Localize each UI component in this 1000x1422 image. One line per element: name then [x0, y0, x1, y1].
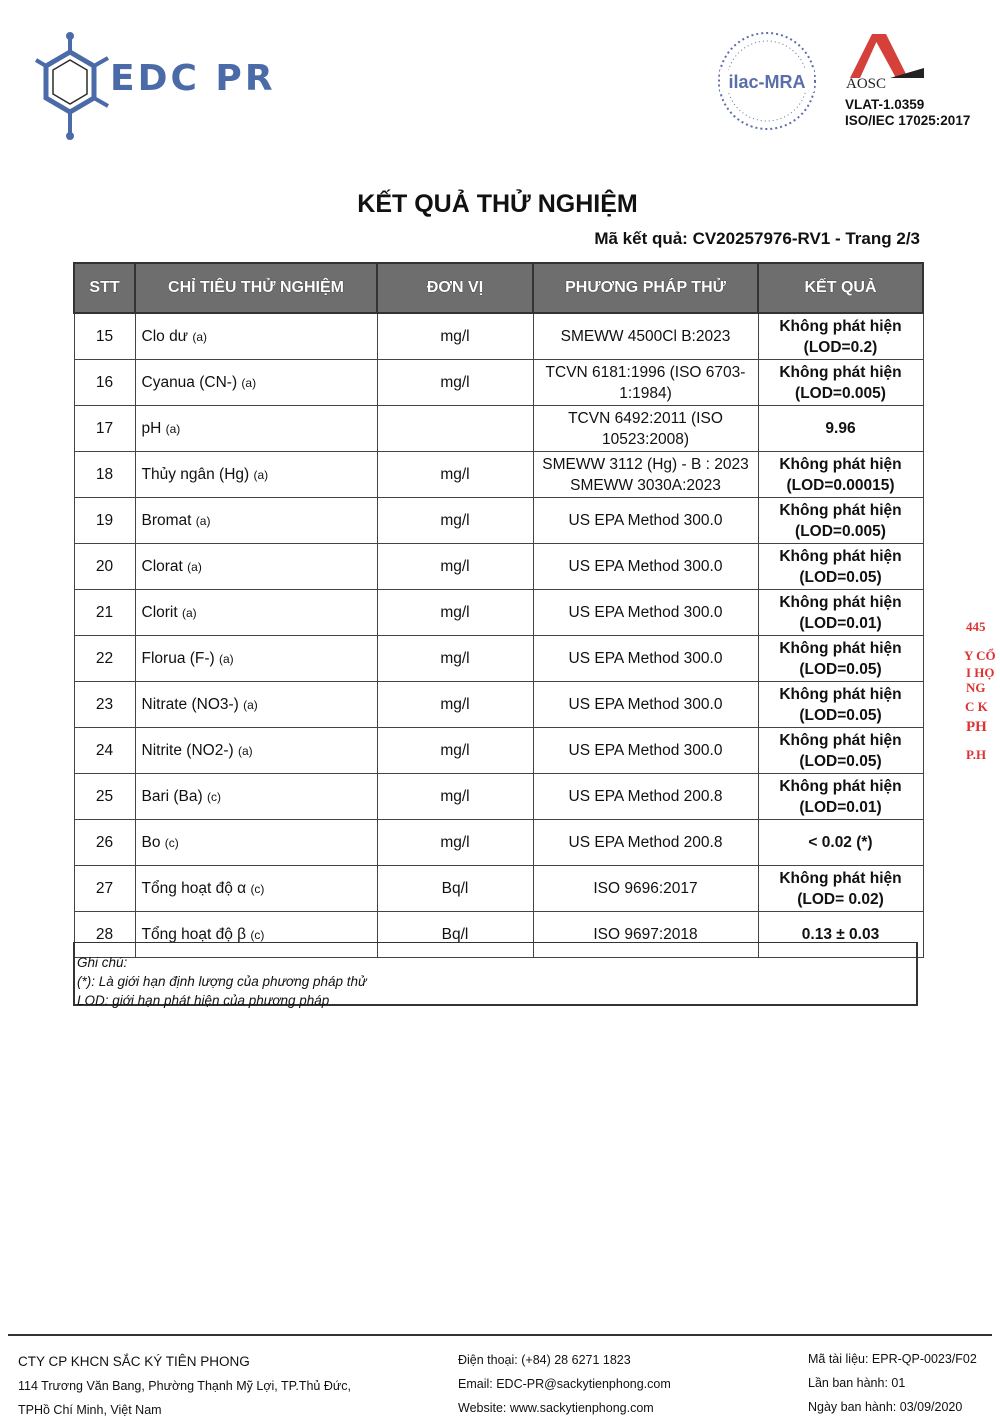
- header-stt: STT: [74, 263, 135, 313]
- test-item-name: Bromat: [141, 511, 192, 529]
- stamp-fragment: P.H: [966, 747, 987, 762]
- table-row: [74, 498, 923, 544]
- header-method: PHƯƠNG PHÁP THỬ: [533, 263, 758, 313]
- page-title: KẾT QUẢ THỬ NGHIỆM: [357, 190, 638, 218]
- note-loq: (*): Là giới hạn định lượng của phương pháp thử: [77, 974, 367, 989]
- row-unit: mg/l: [377, 360, 533, 406]
- row-result: Không phát hiện (LOD=0.2): [758, 313, 923, 360]
- table-row: [74, 590, 923, 636]
- row-test-item: [135, 452, 377, 498]
- row-method: US EPA Method 300.0: [533, 728, 758, 774]
- row-unit: mg/l: [377, 313, 533, 360]
- ilac-mra-seal: [716, 30, 818, 132]
- test-item-note: (c): [164, 835, 179, 850]
- phone-text: Điện thoại: (+84) 28 6271 1823: [458, 1353, 631, 1367]
- row-result: Không phát hiện (LOD=0.01): [758, 774, 923, 820]
- email-text: Email: EDC-PR@sackytienphong.com: [458, 1377, 671, 1391]
- test-item-name: Cyanua (CN-): [141, 373, 238, 391]
- stamp-fragment: PH: [966, 719, 987, 735]
- row-method: US EPA Method 300.0: [533, 590, 758, 636]
- partial-stamp: [962, 616, 1000, 796]
- table-row: [74, 452, 923, 498]
- row-test-item: [135, 360, 377, 406]
- table-row: [74, 728, 923, 774]
- row-test-item: [135, 866, 377, 912]
- notes-box: [73, 942, 918, 1006]
- logo-text: EDC PR: [110, 58, 276, 99]
- row-method: SMEWW 3112 (Hg) - B : 2023 SMEWW 3030A:2023: [533, 452, 758, 498]
- company-address-line1: 114 Trương Văn Bang, Phường Thạnh Mỹ Lợi, TP.Thủ Đức,: [18, 1379, 351, 1393]
- row-result: Không phát hiện (LOD=0.01): [758, 590, 923, 636]
- header-unit: ĐƠN VỊ: [377, 263, 533, 313]
- row-result: Không phát hiện (LOD=0.005): [758, 360, 923, 406]
- row-result: Không phát hiện (LOD=0.05): [758, 682, 923, 728]
- test-item-note: (a): [241, 375, 257, 390]
- document-code: Mã tài liệu: EPR-QP-0023/F02: [808, 1352, 977, 1366]
- note-lod: LOD: giới hạn phát hiện của phương pháp: [77, 993, 330, 1008]
- stamp-fragment: C K: [965, 699, 988, 714]
- row-result: 0.13 ± 0.03: [758, 912, 923, 958]
- table-row: [74, 820, 923, 866]
- row-unit: mg/l: [377, 820, 533, 866]
- stamp-fragment: NG: [966, 680, 986, 695]
- accreditation-info: [845, 97, 970, 129]
- test-item-name: Tổng hoạt độ β: [141, 925, 247, 943]
- test-item-name: Thủy ngân (Hg): [141, 465, 250, 483]
- row-unit: mg/l: [377, 498, 533, 544]
- stamp-fragment: I HỌ: [966, 665, 995, 680]
- test-item-note: (a): [187, 559, 202, 574]
- test-item-name: Bo: [141, 833, 161, 851]
- header-test-item: CHỈ TIÊU THỬ NGHIỆM: [135, 263, 377, 313]
- row-test-item: [135, 636, 377, 682]
- row-stt: 16: [74, 360, 135, 406]
- test-item-note: (c): [206, 789, 221, 804]
- test-item-note: (a): [192, 329, 208, 344]
- row-method: US EPA Method 300.0: [533, 498, 758, 544]
- row-method: TCVN 6181:1996 (ISO 6703-1:1984): [533, 360, 758, 406]
- row-unit: Bq/l: [377, 912, 533, 958]
- issue-number: Lần ban hành: 01: [808, 1376, 906, 1390]
- test-item-name: Bari (Ba): [141, 787, 203, 805]
- row-test-item: [135, 498, 377, 544]
- test-item-name: Clo dư: [141, 327, 189, 345]
- row-unit: mg/l: [377, 774, 533, 820]
- test-item-note: (a): [253, 467, 269, 482]
- row-stt: 25: [74, 774, 135, 820]
- row-stt: 15: [74, 313, 135, 360]
- row-test-item: [135, 406, 377, 452]
- accreditation-code: VLAT-1.0359: [845, 97, 925, 112]
- row-unit: Bq/l: [377, 866, 533, 912]
- table-row: [74, 682, 923, 728]
- row-test-item: [135, 590, 377, 636]
- footer-company: [18, 1350, 351, 1422]
- row-method: SMEWW 4500Cl B:2023: [533, 313, 758, 360]
- test-item-note: (a): [243, 697, 258, 712]
- test-item-name: Tổng hoạt độ α: [141, 879, 247, 897]
- test-item-name: Clorit: [141, 603, 178, 621]
- row-result: 9.96: [758, 406, 923, 452]
- row-stt: 21: [74, 590, 135, 636]
- website-text: Website: www.sackytienphong.com: [458, 1401, 654, 1415]
- row-test-item: [135, 820, 377, 866]
- row-stt: 19: [74, 498, 135, 544]
- test-item-name: Clorat: [141, 557, 183, 575]
- row-method: US EPA Method 200.8: [533, 774, 758, 820]
- accreditation-standard: ISO/IEC 17025:2017: [845, 113, 971, 128]
- row-stt: 28: [74, 912, 135, 958]
- row-result: Không phát hiện (LOD= 0.02): [758, 866, 923, 912]
- footer-document-info: [808, 1347, 977, 1419]
- row-result: < 0.02 (*): [758, 820, 923, 866]
- stamp-fragment: Y CỔ: [964, 648, 996, 663]
- stamp-fragment: 445: [966, 619, 986, 634]
- test-item-name: Florua (F-): [141, 649, 215, 667]
- row-unit: mg/l: [377, 636, 533, 682]
- row-result: Không phát hiện (LOD=0.05): [758, 728, 923, 774]
- ilac-text: ilac-MRA: [728, 72, 806, 92]
- test-item-name: pH: [141, 419, 162, 437]
- row-test-item: [135, 313, 377, 360]
- row-result: Không phát hiện (LOD=0.005): [758, 498, 923, 544]
- table-row: [74, 774, 923, 820]
- row-unit: mg/l: [377, 728, 533, 774]
- row-method: US EPA Method 200.8: [533, 820, 758, 866]
- row-test-item: [135, 544, 377, 590]
- test-item-note: (a): [181, 605, 197, 620]
- row-method: US EPA Method 300.0: [533, 636, 758, 682]
- row-unit: mg/l: [377, 590, 533, 636]
- table-row: [74, 406, 923, 452]
- result-code: Mã kết quả: CV20257976-RV1 - Trang 2/3: [594, 229, 920, 248]
- row-test-item: [135, 774, 377, 820]
- header-result: KẾT QUẢ: [758, 263, 923, 313]
- row-stt: 20: [74, 544, 135, 590]
- row-stt: 27: [74, 866, 135, 912]
- row-result: Không phát hiện (LOD=0.00015): [758, 452, 923, 498]
- company-name: CTY CP KHCN SẮC KÝ TIÊN PHONG: [18, 1354, 250, 1369]
- row-method: ISO 9696:2017: [533, 866, 758, 912]
- issue-date: Ngày ban hành: 03/09/2020: [808, 1400, 963, 1414]
- row-unit: mg/l: [377, 682, 533, 728]
- row-result: Không phát hiện (LOD=0.05): [758, 544, 923, 590]
- row-method: TCVN 6492:2011 (ISO 10523:2008): [533, 406, 758, 452]
- hexagon-logo-icon: [36, 32, 108, 140]
- footer-divider: [8, 1334, 992, 1336]
- test-item-note: (a): [165, 421, 181, 436]
- results-table: [73, 262, 924, 958]
- row-method: US EPA Method 300.0: [533, 544, 758, 590]
- row-test-item: [135, 728, 377, 774]
- row-stt: 18: [74, 452, 135, 498]
- table-row: [74, 313, 923, 360]
- test-item-note: (c): [250, 927, 265, 942]
- row-test-item: [135, 682, 377, 728]
- test-item-note: (a): [195, 513, 211, 528]
- company-address-line2: TPHồ Chí Minh, Việt Nam: [18, 1403, 162, 1417]
- notes-heading: Ghi chú:: [77, 955, 128, 970]
- footer-contact: [458, 1348, 671, 1420]
- test-item-name: Nitrite (NO2-): [141, 741, 234, 759]
- aosc-name: AOSC: [846, 76, 887, 92]
- table-header-row: [74, 263, 923, 313]
- test-item-note: (a): [219, 651, 234, 666]
- table-row: [74, 544, 923, 590]
- test-item-name: Nitrate (NO3-): [141, 695, 239, 713]
- table-row: [74, 360, 923, 406]
- row-result: Không phát hiện (LOD=0.05): [758, 636, 923, 682]
- row-stt: 24: [74, 728, 135, 774]
- row-stt: 23: [74, 682, 135, 728]
- row-unit: mg/l: [377, 452, 533, 498]
- row-method: ISO 9697:2018: [533, 912, 758, 958]
- test-item-note: (a): [237, 743, 253, 758]
- test-item-note: (c): [250, 881, 265, 896]
- row-stt: 26: [74, 820, 135, 866]
- row-stt: 17: [74, 406, 135, 452]
- row-unit: mg/l: [377, 544, 533, 590]
- row-stt: 22: [74, 636, 135, 682]
- row-method: US EPA Method 300.0: [533, 682, 758, 728]
- row-unit: [377, 406, 533, 452]
- table-row: [74, 866, 923, 912]
- table-row: [74, 636, 923, 682]
